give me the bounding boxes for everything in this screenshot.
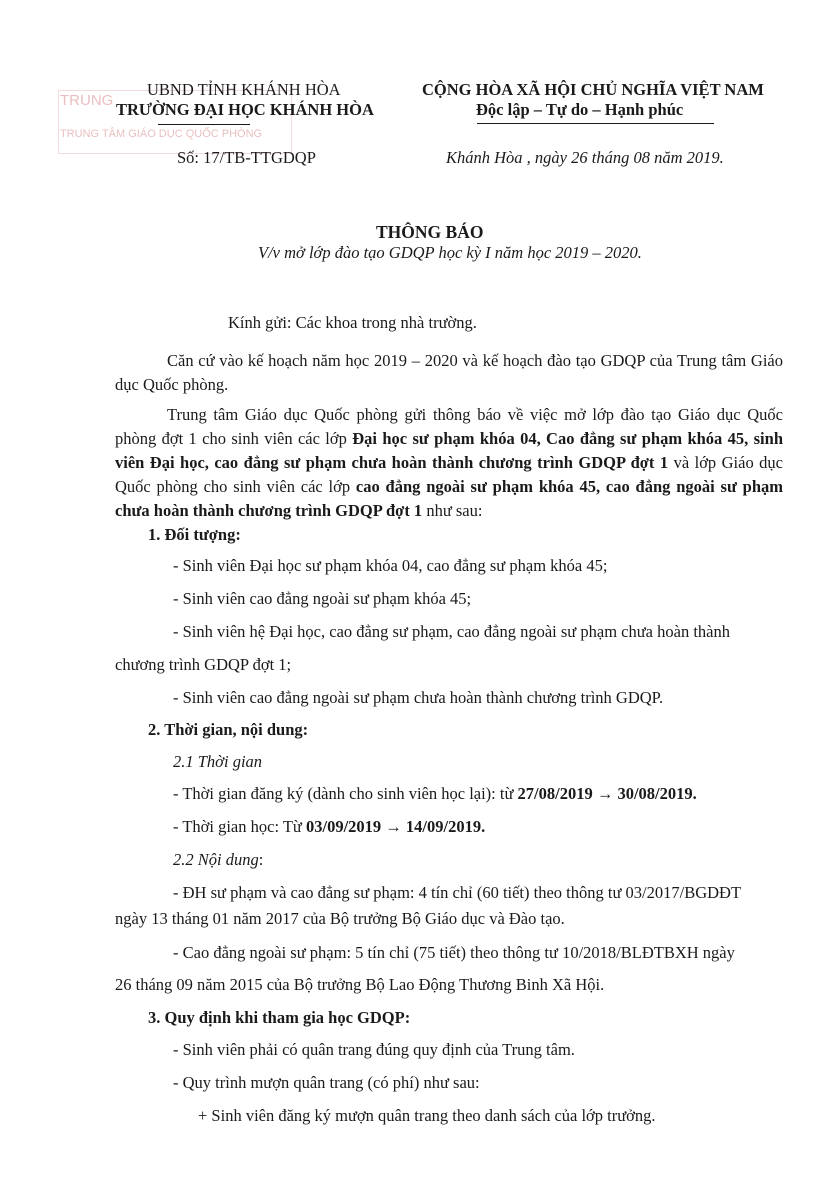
paragraph-basis xyxy=(115,349,783,397)
content-nonpedagogy-line1: - Cao đẳng ngoài sư phạm: 5 tín chỉ (75 tiết) theo thông tư 10/2018/BLĐTBXH ngày xyxy=(173,943,735,962)
section1-item: - Sinh viên cao đẳng ngoài sư phạm chưa hoàn thành chương trình GDQP. xyxy=(173,688,664,707)
nation-motto: Độc lập – Tự do – Hạnh phúc xyxy=(476,100,684,119)
section3-subitem: + Sinh viên đăng ký mượn quân trang theo danh sách của lớp trưởng. xyxy=(198,1106,656,1125)
document-date: Khánh Hòa , ngày 26 tháng 08 năm 2019. xyxy=(446,148,724,167)
school-underline xyxy=(158,124,250,125)
study-period xyxy=(173,817,485,837)
document-subtitle: V/v mở lớp đào tạo GDQP học kỳ I năm học 2019 – 2020. xyxy=(258,243,642,262)
section1-item-continued: chương trình GDQP đợt 1; xyxy=(115,655,292,674)
section1-item: - Sinh viên Đại học sư phạm khóa 04, cao đẳng sư phạm khóa 45; xyxy=(173,556,608,575)
section2-subheading-time: 2.1 Thời gian xyxy=(173,752,263,771)
registration-dates: 27/08/2019 → 30/08/2019. xyxy=(517,784,697,803)
announcement-bold-2: cao đẳng ngoài sư phạm khóa 45, cao đẳng ngoài sư phạm chưa hoàn thành chương trình GDQP đợt 1 xyxy=(115,477,783,520)
content-pedagogy-line1: - ĐH sư phạm và cao đẳng sư phạm: 4 tín chỉ (60 tiết) theo thông tư 03/2017/BGDĐT xyxy=(173,883,742,902)
section1-item: - Sinh viên hệ Đại học, cao đẳng sư phạm, cao đẳng ngoài sư phạm chưa hoàn thành xyxy=(173,622,730,641)
announcement-bold-1: Đại học sư phạm khóa 04, Cao đẳng sư phạm khóa 45, sinh viên Đại học, cao đẳng sư phạm chưa hoàn thành chương trình GDQP đợt 1 xyxy=(115,429,783,472)
nation-name: CỘNG HÒA XÃ HỘI CHỦ NGHĨA VIỆT NAM xyxy=(422,80,764,99)
document-title: THÔNG BÁO xyxy=(376,222,484,242)
announcement-text-1: Trung tâm Giáo dục Quốc phòng gửi thông báo về việc mở lớp đào tạo Giáo dục Quốc phòng đợt 1 cho sinh viên các lớp xyxy=(115,405,783,448)
announcement-text-2: và lớp Giáo dục Quốc phòng cho sinh viên các lớp xyxy=(115,453,783,496)
section2-subheading-content xyxy=(173,850,263,870)
paragraph-announcement xyxy=(115,403,783,523)
content-subheading-colon: : xyxy=(258,850,264,869)
province-name: UBND TỈNH KHÁNH HÒA xyxy=(147,80,341,99)
section2-heading: 2. Thời gian, nội dung: xyxy=(148,720,309,739)
section1-heading: 1. Đối tượng: xyxy=(148,525,241,544)
content-pedagogy-line2: ngày 13 tháng 01 năm 2017 của Bộ trưởng Bộ Giáo dục và Đào tạo. xyxy=(115,909,565,928)
section1-item: - Sinh viên cao đẳng ngoài sư phạm khóa 45; xyxy=(173,589,472,608)
paragraph-basis-text: Căn cứ vào kế hoạch năm học 2019 – 2020 và kế hoạch đào tạo GDQP của Trung tâm Giáo dục Quốc phòng. xyxy=(115,351,783,394)
stamp-line1: TRUNG xyxy=(60,92,114,109)
section3-heading: 3. Quy định khi tham gia học GDQP: xyxy=(148,1008,411,1027)
section3-item: - Quy trình mượn quân trang (có phí) như sau: xyxy=(173,1073,480,1092)
registration-label: - Thời gian đăng ký (dành cho sinh viên học lại): từ xyxy=(173,784,518,803)
content-nonpedagogy-line2: 26 tháng 09 năm 2015 của Bộ trưởng Bộ Lao Động Thương Binh Xã Hội. xyxy=(115,975,605,994)
announcement-text-3: như sau: xyxy=(422,501,483,520)
document-number: Số: 17/TB-TTGDQP xyxy=(177,148,316,167)
motto-underline xyxy=(477,123,714,124)
stamp-line2: TRUNG TÂM GIÁO DỤC QUỐC PHÒNG xyxy=(60,128,263,140)
registration-period xyxy=(173,784,697,804)
study-label: - Thời gian học: Từ xyxy=(173,817,306,836)
recipient: Kính gửi: Các khoa trong nhà trường. xyxy=(228,313,477,332)
school-name: TRƯỜNG ĐẠI HỌC KHÁNH HÒA xyxy=(116,100,374,119)
content-subheading: 2.2 Nội dung xyxy=(173,850,259,869)
section3-item: - Sinh viên phải có quân trang đúng quy định của Trung tâm. xyxy=(173,1040,575,1059)
study-dates: 03/09/2019 → 14/09/2019. xyxy=(306,817,486,836)
